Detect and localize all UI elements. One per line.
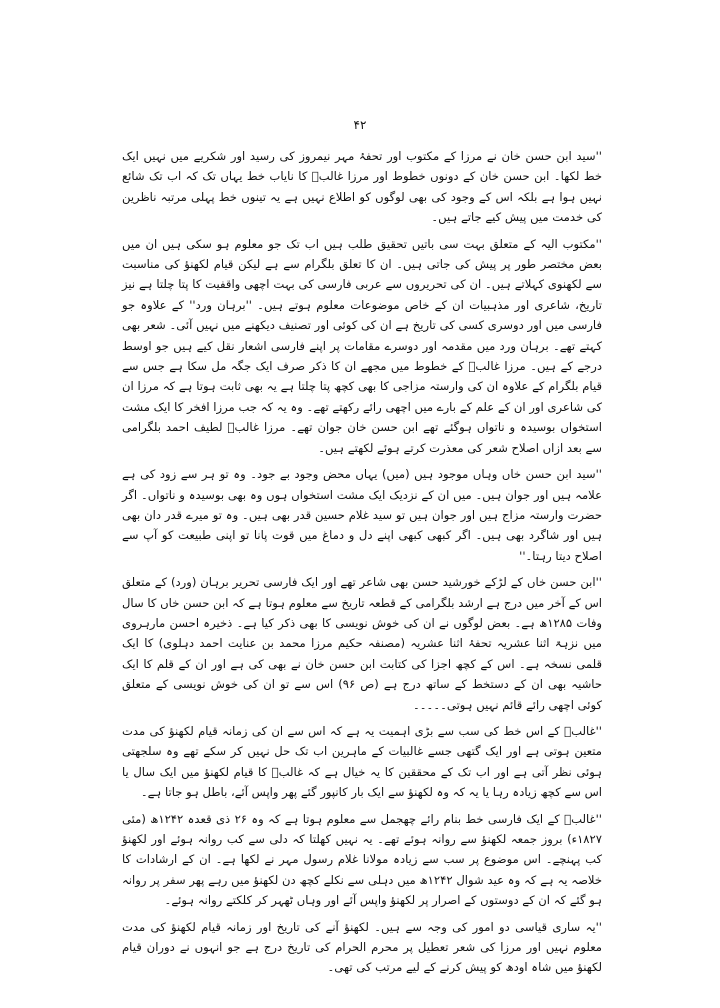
- quoted-paragraph: ''سید ابن حسن خاں وہاں موجود ہیں (میں) یہاں محض وجود بے جود۔ وہ تو ہر سے زود کی ہے علامہ ہیں اور جوان ہیں۔ میں ان کے نزدیک ایک مشت استخواں ہوں وہ بھی بوسیدہ و ناتواں۔ اگر حضرت وارستہ مزاج ہیں اور جوان ہیں تو سید غلام حسین قدر بھی ہیں۔ وہ تو میرے قدر دان بھی ہیں اور شاگرد بھی ہیں۔ اگر کبھی کبھی اپنے دل و دماغ میں قوت پانا تو اپنی طبیعت کو آپ سے اصلاح دیتا رہتا۔'': [122, 467, 602, 563]
- paragraph: ''غالبؔ کے اس خط کی سب سے بڑی اہمیت یہ ہے کہ اس سے ان کی زمانہ قیام لکھنؤ کی مدت متعین ہوتی ہے اور ایک گتھی جسے غالبیات کے ماہرین اب تک حل نہیں کر سکے تھے وہ سلجھتی ہوئی نظر آتی ہے اور اب تک کے محققین کا یہ خیال ہے کہ غالبؔ کا قیام لکھنؤ میں ایک سال یا اس سے کچھ زیادہ رہا یا یہ کہ وہ لکھنؤ سے ایک بار کانپور گئے پھر واپس آئے، باطل ہو جاتا ہے۔: [122, 723, 602, 800]
- paragraph: ''ابن حسن خاں کے لڑکے خورشید حسن بھی شاعر تھے اور ایک فارسی تحریر برہان (ورد) کے متعلق اس کے آخر میں درج ہے ارشد بلگرامی کے قطعہ تاریخ سے معلوم ہوتا ہے کہ ابن حسن خاں کا سال وفات ۱۲۸۵ھ ہے۔ بعض لوگوں نے ان کی خوش نویسی کا بھی ذکر کیا ہے۔ ذخیرہ احسن مارہروی میں نزہۃ اثنا عشریہ تحفۂ اثنا عشریہ (مصنفہ حکیم مرزا محمد بن عنایت احمد دہلوی) کا ایک قلمی نسخہ ہے۔ اس کے کچھ اجزا کی کتابت ابن حسن خان نے بھی کی ہے اور ان کے قلم کا ایک حاشیہ بھی ان کے دستخط کے ساتھ درج ہے (ص ۹۶) اس سے تو ان کی خوش نویسی کے متعلق کوئی اچھی رائے قائم نہیں ہوتی۔۔۔۔۔: [122, 575, 603, 712]
- paragraph: ''مکتوب الیہ کے متعلق بہت سی باتیں تحقیق طلب ہیں اب تک جو معلوم ہو سکی ہیں ان میں بعض مختصر طور پر پیش کی جاتی ہیں۔ ان کا تعلق بلگرام سے ہے لیکن قیام لکھنؤ کی مناسبت سے لکھنوی کہلاتے ہیں۔ ان کی تحریروں سے عربی فارسی کی بہت اچھی واقفیت کا پتا چلتا ہے نیز تاریخ، شاعری اور مذہبیات ان کے خاص موضوعات معلوم ہوتے ہیں۔ ''برہان ورد'' کے علاوہ جو فارسی میں اور دوسری کسی کی تاریخ ہے ان کی کوئی اور تصنیف دیکھنے میں نہیں آئی۔ شعر بھی کہتے تھے۔ برہان ورد میں مقدمہ اور دوسرے مقامات پر اپنے فارسی اشعار نقل کیے ہیں جو اوسط درجے کے ہیں۔ مرزا غالبؔ کے خطوط میں مجھے ان کا ذکر صرف ایک جگہ مل سکا ہے جس سے قیام بلگرام کے علاوہ ان کی وارستہ مزاجی کا بھی کچھ پتا چلتا ہے یہ بھی ثابت ہوتا ہے کہ مرزا ان کی شاعری اور ان کے علم کے بارے میں اچھی رائے رکھتے تھے۔ وہ یہ کہ جب مرزا افخر کا ایک مشت استخواں بوسیدہ و ناتواں ہوگئے تھے ابن حسن خان جوان تھے۔ مرزا غالبؔ لطیف احمد بلگرامی سے بعد ازاں اصلاح شعر کی معذرت کرتے ہوئے لکھتے ہیں۔: [122, 236, 602, 455]
- body-text: [122, 146, 602, 978]
- paragraph: ''یہ ساری قیاسی دو امور کی وجہ سے ہیں۔ لکھنؤ آنے کی تاریخ اور زمانہ قیام لکھنؤ کی مدت معلوم نہیں اور مرزا کی شعر تعطیل پر محرم الحرام کی تاریخ درج ہے جو انہوں نے دوران قیام لکھنؤ میں شاہ اودھ کو پیش کرنے کے لیے مرتب کی تھی۔: [122, 919, 602, 975]
- paragraph: ''سید ابن حسن خان نے مرزا کے مکتوب اور تحفۂ مہر نیمروز کی رسید اور شکریے میں نہیں ایک خط لکھا۔ ابن حسن خان کے دونوں خطوط اور مرزا غالبؔ کا نایاب خط یہاں تک کہ اب تک شائع نہیں ہوا ہے بلکہ اس کے وجود کی بھی لوگوں کو اطلاع نہیں ہے یہ تینوں خط پہلی مرتبہ ناظرین کی خدمت میں پیش کیے جاتے ہیں۔: [122, 149, 602, 225]
- paragraph: ''غالبؔ کے ایک فارسی خط بنام رائے چھجمل سے معلوم ہوتا ہے کہ وہ ۲۶ ذی قعدہ ۱۲۴۲ھ (مئی ۱۸۲۷ء) بروز جمعہ لکھنؤ سے روانہ ہوئے تھے۔ یہ نہیں کھلتا کہ دلی سے کب روانہ ہوئے اور لکھنؤ کب پہنچے۔ اس موضوع پر سب سے زیادہ مولانا غلام رسول مہر نے لکھا ہے۔ ان کے ارشادات کا خلاصہ یہ ہے کہ وہ عید شوال ۱۲۴۲ھ میں دہلی سے نکلے کچھ دن لکھنؤ میں رہے پھر سفر پر روانہ ہو گئے کہ ان کے دوستوں کے اصرار پر لکھنؤ واپس آئے اور وہاں ٹھہر کر کلکتے روانہ ہوئے۔: [122, 811, 603, 908]
- page-number: ۴۲: [353, 118, 367, 132]
